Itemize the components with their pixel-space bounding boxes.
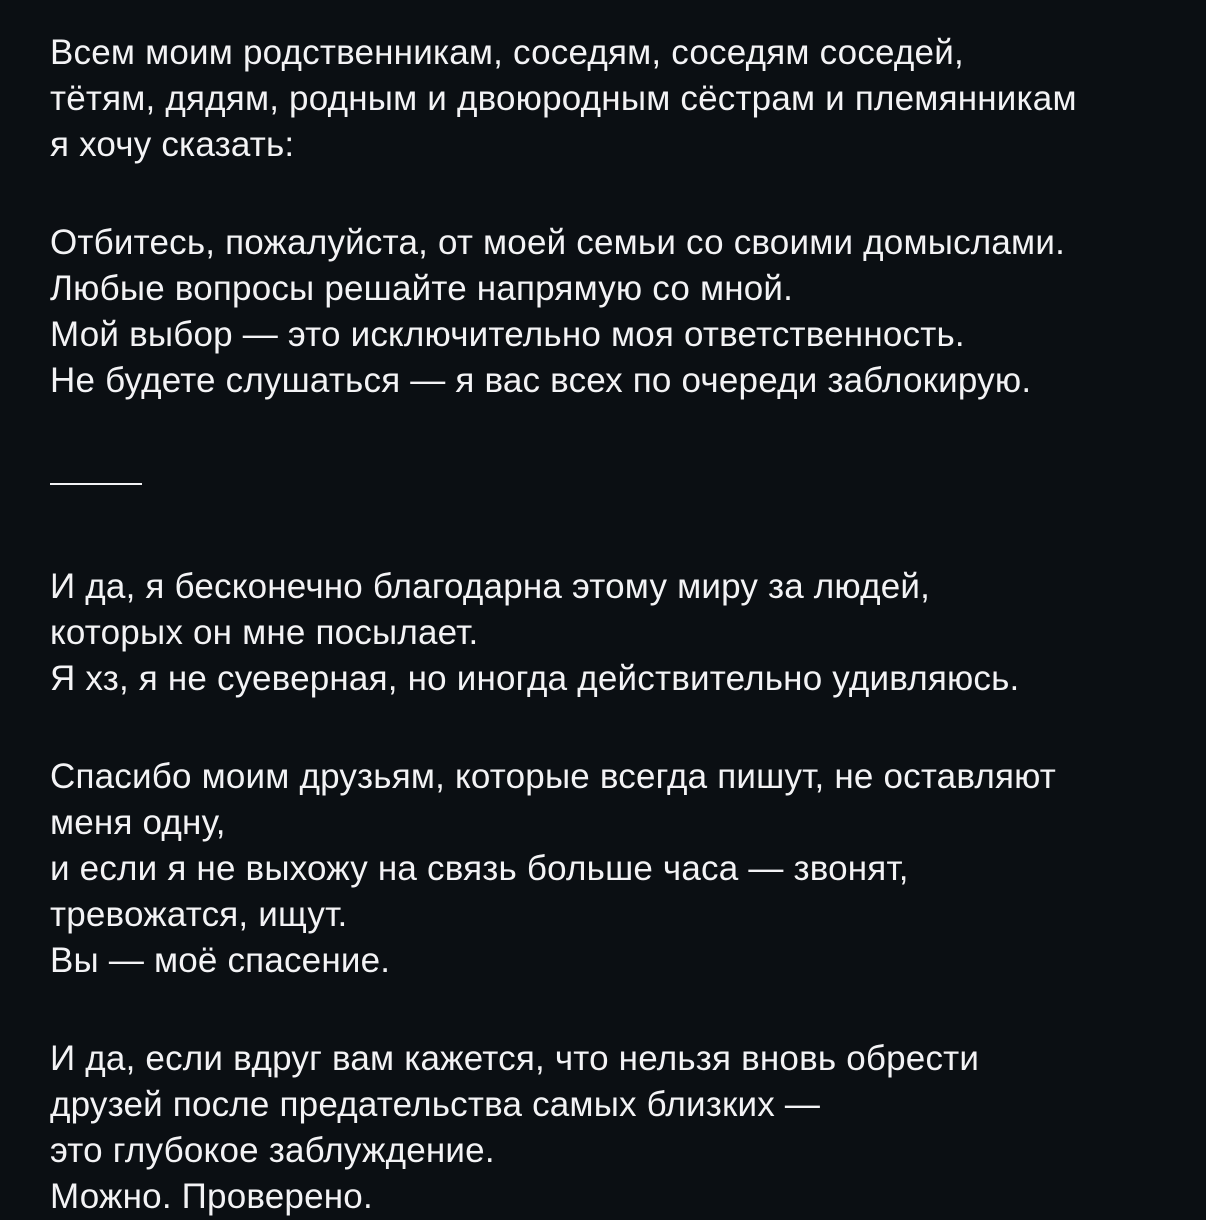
text-line: Всем моим родственникам, соседям, соседям соседей, — [50, 33, 964, 72]
text-line: Можно. Проверено. — [50, 1177, 373, 1216]
paragraph-gratitude — [50, 564, 1166, 702]
text-line: Спасибо моим друзьям, которые всегда пишут, не оставляют — [50, 757, 1057, 796]
paragraph-address — [50, 30, 1166, 168]
text-line: Отбитесь, пожалуйста, от моей семьи со своими домыслами. — [50, 223, 1065, 262]
text-line: Вы — моё спасение. — [50, 941, 391, 980]
text-line: тревожатся, ищут. — [50, 895, 348, 934]
text-line: друзей после предательства самых близких — — [50, 1085, 821, 1124]
text-line: Любые вопросы решайте напрямую со мной. — [50, 269, 794, 308]
text-line: меня одну, — [50, 803, 226, 842]
text-line: это глубокое заблуждение. — [50, 1131, 495, 1170]
text-line: Не будете слушаться — я вас всех по очереди заблокирую. — [50, 361, 1032, 400]
paragraph-friends — [50, 754, 1166, 984]
text-line: я хочу сказать: — [50, 125, 295, 164]
text-line: тётям, дядям, родным и двоюродным сёстрам и племянникам — [50, 79, 1077, 118]
text-line: И да, я бесконечно благодарна этому миру за людей, — [50, 567, 931, 606]
text-line: и если я не выхожу на связь больше часа — звонят, — [50, 849, 909, 888]
text-line: Я хз, я не суеверная, но иногда действительно удивляюсь. — [50, 659, 1020, 698]
text-line: Мой выбор — это исключительно моя ответственность. — [50, 315, 965, 354]
text-line: которых он мне посылает. — [50, 613, 479, 652]
paragraph-request — [50, 220, 1166, 404]
text-line: И да, если вдруг вам кажется, что нельзя вновь обрести — [50, 1039, 980, 1078]
paragraph-conclusion — [50, 1036, 1166, 1220]
